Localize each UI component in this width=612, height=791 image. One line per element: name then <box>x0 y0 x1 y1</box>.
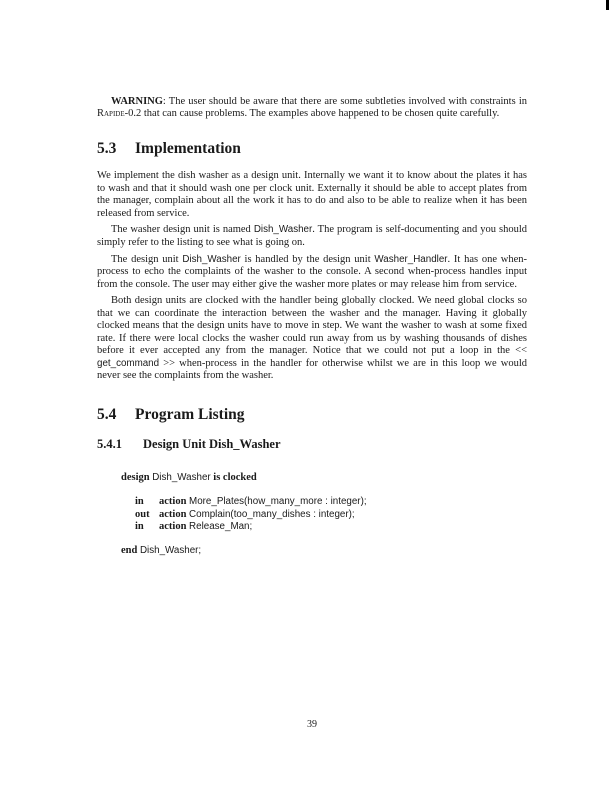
code-listing <box>121 472 527 558</box>
section-title: Design Unit Dish_Washer <box>143 436 281 451</box>
keyword: in <box>135 521 144 533</box>
implementation-body <box>97 170 527 387</box>
section-number: 5.3 <box>97 140 117 158</box>
subsection-heading-5-4-1 <box>97 436 527 452</box>
code-text: More_Plates(how_many_more : integer); <box>189 496 367 508</box>
paragraph <box>97 295 527 382</box>
keyword: is <box>213 471 221 483</box>
code-text: Dish_Washer; <box>139 545 202 557</box>
keyword: action <box>159 496 187 508</box>
text: The design unit <box>111 253 183 265</box>
text: . It has one when-process to echo the complaints of the washer to the console. A second when-process handles input from the console. The user may either give the washer more plates or may release him from service. <box>97 253 528 290</box>
paragraph <box>97 254 527 291</box>
text: : The user should be aware that there are some subtleties involved with constraints in <box>162 96 527 107</box>
keyword: design <box>121 471 150 483</box>
text: Both design units are clocked with the handler being globally clocked. We need global clocks so that we can coordinate the interaction between the washer and the manager. Having it globally clocked means that the design units have to move in step. We want the washer to wash at some fixed rate. If there were local clocks the washer could run away from us by washing thousands of dishes before it ever accepted any from the manager. Notice that we could not put a loop in the << <box>97 295 527 357</box>
code-line <box>121 521 527 533</box>
paragraph: We implement the dish washer as a design unit. Internally we want it to know about the plates it has to wash and that it should wash one per clock unit. Externally it should be able to accept plates from the manager, complain about all the work it has to do and also to be able to realize when it has been released from service. <box>97 170 527 219</box>
code-line <box>121 509 527 521</box>
keyword: in <box>135 496 144 508</box>
identifier: Washer_Handler <box>374 253 448 265</box>
keyword: out <box>135 508 150 520</box>
scan-mark <box>606 0 609 10</box>
keyword: end <box>121 545 138 557</box>
keyword: action <box>159 521 187 533</box>
code-text: Release_Man; <box>189 521 253 533</box>
text: The washer design unit is named <box>111 224 254 236</box>
warning-label: WARNING <box>111 96 163 107</box>
text: that can cause problems. The examples above happened to be chosen quite carefully. <box>141 108 500 120</box>
section-heading-5-3 <box>97 139 527 158</box>
text: . The program is self-documenting and you should simply refer to the listing to see what is going on. <box>97 224 527 248</box>
code-line <box>121 472 527 484</box>
page-number: 39 <box>307 719 317 730</box>
identifier: Dish_Washer <box>152 471 211 483</box>
keyword: action <box>159 508 187 520</box>
section-heading-5-4 <box>97 405 527 424</box>
section-title: Program Listing <box>135 405 245 423</box>
text: is handled by the design unit <box>240 253 375 265</box>
section-number: 5.4 <box>97 405 117 423</box>
code-line <box>121 496 527 508</box>
system-name: Rapide-0.2 <box>97 108 142 120</box>
text: >> when-process in the handler for otherwise whilst we are in this loop we would never see the complaints from the washer. <box>97 357 527 381</box>
identifier: Dish_Washer <box>182 253 241 265</box>
identifier: get_command <box>97 357 160 369</box>
code-line <box>121 545 527 557</box>
paragraph <box>97 224 527 249</box>
identifier: Dish_Washer <box>253 224 313 236</box>
section-title: Implementation <box>135 140 241 158</box>
keyword: clocked <box>222 471 257 483</box>
section-number: 5.4.1 <box>97 436 122 451</box>
code-text: Complain(too_many_dishes : integer); <box>189 508 355 520</box>
warning-paragraph <box>97 96 527 125</box>
